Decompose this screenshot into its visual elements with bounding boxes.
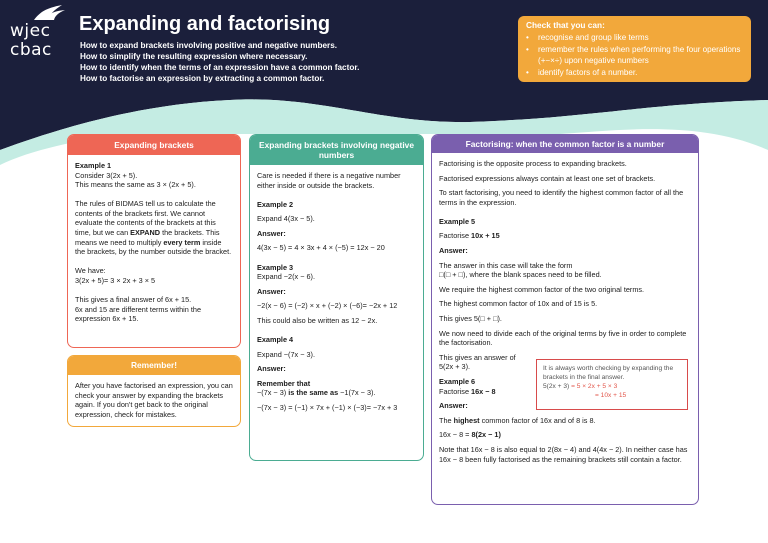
example-title: Example 5 bbox=[439, 216, 476, 226]
answer-note: Note that 16x − 8 is also equal to 2(8x − 4) and 4(4x − 2). In neither case has 16x − 8 been fully factorised as the remaining brackets still contain a factor. bbox=[439, 444, 688, 464]
example-title: Example 6 bbox=[439, 377, 476, 386]
have-label: We have: bbox=[75, 266, 106, 276]
text: is the same as bbox=[288, 388, 339, 398]
example-title: Example 4 bbox=[257, 335, 294, 345]
text: common factor of 16x and of 8 is 8. bbox=[481, 415, 596, 425]
answer-line: □(□ + □), where the blank spaces need to be filled. bbox=[439, 270, 602, 280]
check-item: • recognise and group like terms bbox=[526, 32, 743, 44]
example-line: Consider 3(2x + 5). bbox=[75, 170, 138, 180]
tip-text: It is always worth checking by expanding the brackets in the final answer. bbox=[543, 365, 674, 381]
text: The bbox=[439, 415, 452, 425]
factorising-intro: To start factorising, you need to identify the highest common factor of all the terms in the expression. bbox=[439, 188, 684, 207]
example-answer: 4(3x − 5) = 4 × 3x + 4 × (−5) = 12x − 20 bbox=[257, 243, 385, 253]
tip-result: = 10x + 15 bbox=[595, 392, 627, 399]
objective-item: How to identify when the terms of an expression have a common factor. bbox=[80, 63, 360, 72]
example-question: Expand −(7x − 3). bbox=[257, 349, 316, 359]
answer-label: Answer: bbox=[257, 364, 286, 374]
text: 8(2x − 1) bbox=[471, 430, 501, 440]
remember-that: Remember that bbox=[257, 378, 311, 388]
text: 16x − 8 = bbox=[439, 430, 470, 440]
text: EXPAND bbox=[130, 228, 161, 238]
example-title: Example 3 bbox=[257, 262, 294, 272]
factorising-body bbox=[432, 153, 698, 470]
text: −1(7x − 3). bbox=[340, 388, 376, 398]
text: the brackets. This means we need to multiply bbox=[75, 228, 220, 247]
bidmas-paragraph bbox=[75, 199, 233, 257]
answer-line: This gives an answer of 5(2x + 3). bbox=[439, 352, 516, 372]
final-answer: This gives a final answer of 6x + 15. bbox=[75, 295, 192, 305]
text: 10x + 15 bbox=[471, 231, 500, 241]
remember-equivalence bbox=[257, 388, 416, 398]
answer-label: Answer: bbox=[257, 228, 286, 238]
negative-card bbox=[249, 134, 424, 461]
check-heading: Check that you can: bbox=[526, 20, 605, 30]
remember-card bbox=[67, 355, 241, 427]
wjec-logo bbox=[10, 6, 66, 60]
example-note: This could also be written as 12 − 2x. bbox=[257, 315, 378, 325]
negative-header: Expanding brackets involving negative numbers bbox=[250, 135, 423, 165]
example-answer: −2(x − 6) = (−2) × x + (−2) × (−6)= −2x + 12 bbox=[257, 301, 398, 311]
terms-note: 6x and 15 are different terms within the expression 6x + 15. bbox=[75, 304, 202, 324]
objective-item: How to simplify the resulting expression where necessary. bbox=[80, 52, 308, 61]
have-equation: 3(2x + 5)= 3 × 2x + 3 × 5 bbox=[75, 275, 156, 285]
text: Factorise bbox=[439, 231, 470, 241]
answer-line bbox=[439, 416, 691, 426]
example-title: Example 1 bbox=[75, 161, 112, 170]
answer-label: Answer: bbox=[439, 401, 468, 411]
remember-header: Remember! bbox=[68, 356, 240, 375]
check-item: • remember the rules when performing the four operations (+−×÷) upon negative numbers bbox=[526, 44, 743, 67]
negative-body bbox=[250, 165, 423, 419]
expanding-body bbox=[68, 155, 240, 330]
example-question: Expand 4(3x − 5). bbox=[257, 214, 315, 224]
text: = 5 × 2x + 5 × 3 bbox=[571, 383, 618, 390]
text: 16x − 8 bbox=[471, 386, 496, 396]
negative-intro: Care is needed if there is a negative number either inside or outside the brackets. bbox=[257, 171, 401, 190]
objectives-list bbox=[80, 40, 359, 84]
check-list bbox=[526, 32, 743, 78]
answer-line: We require the highest common factor of the two original terms. bbox=[439, 284, 645, 294]
example-question: Expand −2(x − 6). bbox=[257, 272, 316, 282]
logo-line1: wjec bbox=[10, 21, 51, 41]
tip-equation bbox=[543, 382, 681, 391]
answer-line: The answer in this case will take the form bbox=[439, 260, 573, 270]
answer-line bbox=[439, 430, 691, 440]
check-item: • identify factors of a number. bbox=[526, 67, 743, 79]
text: every term bbox=[163, 237, 201, 247]
answer-line: This gives 5(□ + □). bbox=[439, 314, 502, 324]
objective-item: How to expand brackets involving positive and negative numbers. bbox=[80, 41, 338, 50]
text: The rules of BIDMAS tell us to calculate the contents of the brackets first. We cannot evaluate the contents of the brackets at this time, but we can bbox=[75, 199, 216, 238]
answer-label: Answer: bbox=[439, 246, 468, 256]
remember-body bbox=[68, 375, 240, 425]
example-title: Example 2 bbox=[257, 199, 294, 209]
logo-line2: cbac bbox=[10, 40, 52, 60]
expanding-header: Expanding brackets bbox=[68, 135, 240, 155]
answer-label: Answer: bbox=[257, 286, 286, 296]
text: highest bbox=[453, 415, 480, 425]
check-box bbox=[518, 16, 751, 82]
objective-item: How to factorise an expression by extracting a common factor. bbox=[80, 74, 325, 83]
example-question bbox=[439, 231, 691, 241]
text: Factorise bbox=[439, 386, 470, 396]
factorising-card bbox=[431, 134, 699, 505]
checking-tip-box bbox=[536, 359, 688, 410]
text: −(7x − 3) bbox=[257, 388, 287, 398]
example-line: This means the same as 3 × (2x + 5). bbox=[75, 180, 196, 190]
page-title: Expanding and factorising bbox=[79, 13, 331, 35]
answer-line: The highest common factor of 10x and of 15 is 5. bbox=[439, 299, 598, 309]
text: 5(2x + 3) bbox=[543, 383, 570, 390]
expanding-card bbox=[67, 134, 241, 348]
example-answer: −(7x − 3) = (−1) × 7x + (−1) × (−3)= −7x + 3 bbox=[257, 403, 398, 412]
bird-icon bbox=[32, 4, 66, 22]
factorising-intro: Factorised expressions always contain at least one set of brackets. bbox=[439, 173, 656, 183]
text: inside the brackets, by the number outside the bracket. bbox=[75, 237, 232, 257]
remember-text: After you have factorised an expression, you can check your answer by expanding the brackets again. If you don't get back to the original expression, check for mistakes. bbox=[75, 381, 233, 419]
factorising-intro: Factorising is the opposite process to expanding brackets. bbox=[439, 159, 627, 168]
factorising-header: Factorising: when the common factor is a number bbox=[432, 135, 698, 153]
answer-line: We now need to divide each of the original terms by five in order to complete the factorisation. bbox=[439, 328, 687, 348]
